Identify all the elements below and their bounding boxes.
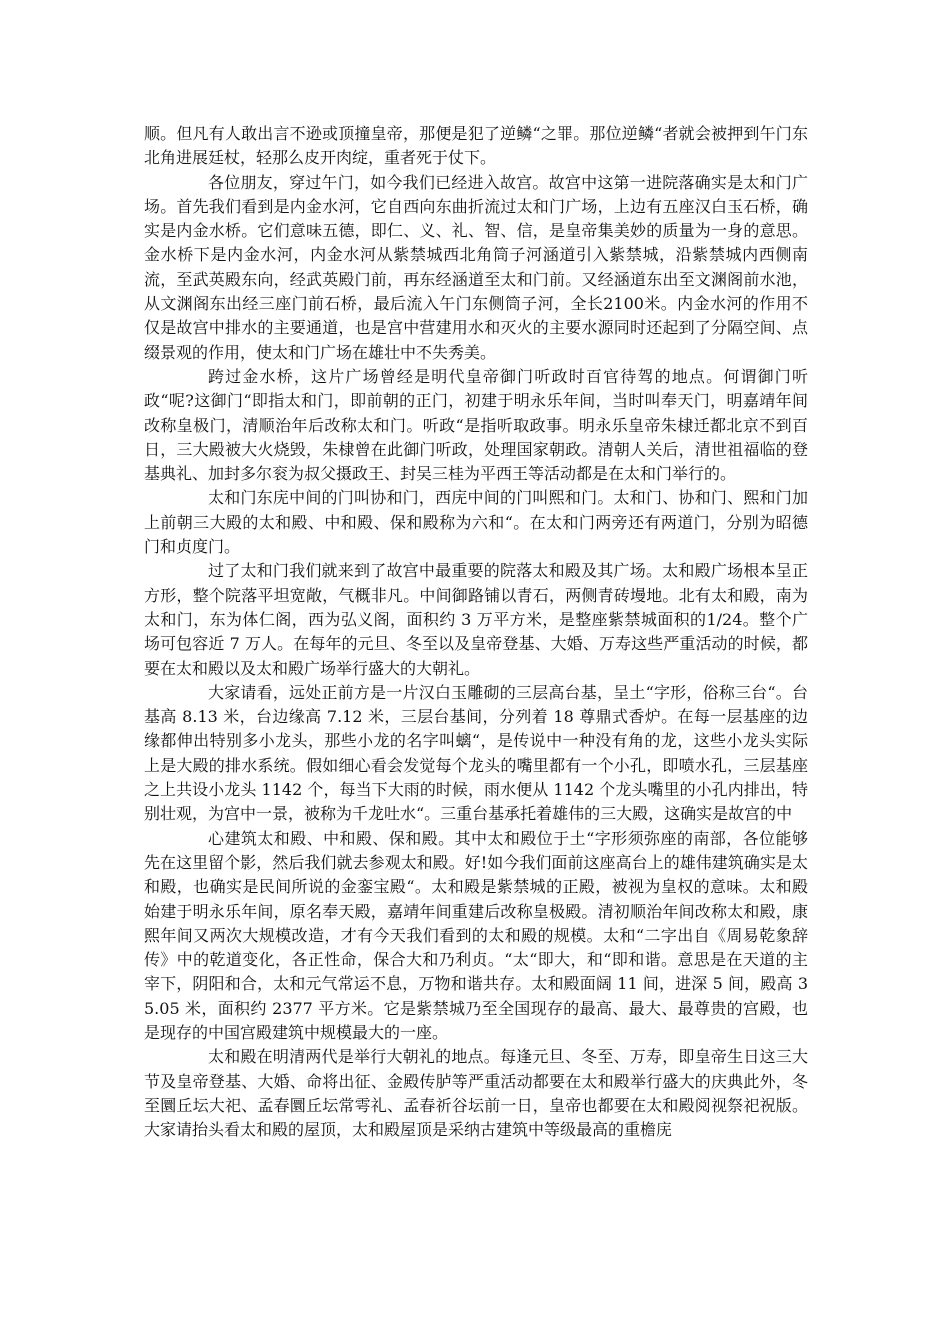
paragraph-4: 太和门东庑中间的门叫协和门，西庑中间的门叫熙和门。太和门、协和门、熙和门加上前朝三大殿的太和殿、中和殿、保和殿称为六和“。在太和门两旁还有两道门，分别为昭德门和贞度门。 <box>144 488 808 557</box>
paragraph-1: 顺。但凡有人敢出言不逊或顶撞皇帝，那便是犯了逆鳞“之罪。那位逆鳞“者就会被押到午门东北角进展廷杖，轻那么皮开肉绽，重者死于仗下。 <box>144 124 808 168</box>
document-body <box>144 122 808 1142</box>
paragraph-3: 跨过金水桥，这片广场曾经是明代皇帝御门听政时百官待驾的地点。何谓御门听政“呢?这御门“即指太和门，即前朝的正门，初建于明永乐年间，当时叫奉天门，明嘉靖年间改称皇极门，清顺治年后改称太和门。听政“是指听取政事。明永乐皇帝朱棣迁都北京不到百日，三大殿被大火烧毁，朱棣曾在此御门听政，处理国家朝政。清朝人关后，清世祖福临的登基典礼、加封多尔衮为叔父摄政王、封吴三桂为平西王等活动都是在太和门举行的。 <box>144 366 808 484</box>
paragraph-8: 太和殿在明清两代是举行大朝礼的地点。每逢元旦、冬至、万寿，即皇帝生日这三大节及皇帝登基、大婚、命将出征、金殿传胪等严重活动都要在太和殿举行盛大的庆典此外，冬至圜丘坛大祀、孟春圜丘坛常雩礼、孟春祈谷坛前一日，皇帝也都要在太和殿阅视祭祀祝版。大家请抬头看太和殿的屋顶，太和殿屋顶是采纳古建筑中等级最高的重檐庑 <box>144 1047 808 1140</box>
paragraph-7: 心建筑太和殿、中和殿、保和殿。其中太和殿位于土“字形须弥座的南部，各位能够先在这里留个影，然后我们就去参观太和殿。好!如今我们面前这座高台上的雄伟建筑确实是太和殿，也确实是民间所说的金銮宝殿“。太和殿是紫禁城的正殿，被视为皇权的意味。太和殿始建于明永乐年间，原名奉天殿，嘉靖年间重建后改称皇极殿。清初顺治年间改称太和殿，康熙年间又两次大规模改造，才有今天我们看到的太和殿的规模。太和“二字出自《周易乾象辞传》中的乾道变化，各正性命，保合大和乃利贞。“太“即大，和“即和谐。意思是在天道的主宰下，阴阳和合，太和元气常运不息，万物和谐共存。太和殿面阔 11 间，进深 5 间，殿高 35.05 米，面积约 2377 平方米。它是紫禁城乃至全国现存的最高、最大、最尊贵的宫殿，也是现存的中国宫殿建筑中规模最大的一座。 <box>144 828 808 1042</box>
paragraph-6: 大家请看，远处正前方是一片汉白玉雕砌的三层高台基，呈土“字形，俗称三台“。台基高 8.13 米，台边缘高 7.12 米，三层台基间，分列着 18 尊鼎式香炉。在每一层基座的边缘都伸出特别多小龙头，那些小龙的名字叫螭“，是传说中一种没有角的龙，这些小龙头实际上是大殿的排水系统。假如细心看会发觉每个龙头的嘴里都有一个小孔，即喷水孔，三层基座之上共设小龙头 1142 个，每当下大雨的时候，雨水便从 1142 个龙头嘴里的小孔内排出，特别壮观，为宫中一景，被称为千龙吐水“。三重台基承托着雄伟的三大殿，这确实是故宫的中 <box>144 682 808 824</box>
paragraph-2: 各位朋友，穿过午门，如今我们已经进入故宫。故宫中这第一进院落确实是太和门广场。首先我们看到是内金水河，它自西向东曲折流过太和门广场，上边有五座汉白玉石桥，确实是内金水桥。它们意味五德，即仁、义、礼、智、信，是皇帝集美妙的质量为一身的意思。金水桥下是内金水河，内金水河从紫禁城西北角筒子河涵道引入紫禁城，沿紫禁城内西侧南流，至武英殿东向，经武英殿门前，再东经涵道至太和门前。又经涵道东出至文渊阁前水池，从文渊阁东出经三座门前石桥，最后流入午门东侧筒子河，全长2100米。内金水河的作用不仅是故宫中排水的主要通道，也是宫中营建用水和灭火的主要水源同时还起到了分隔空间、点缀景观的作用，使太和门广场在雄壮中不失秀美。 <box>144 172 808 362</box>
paragraph-5: 过了太和门我们就来到了故宫中最重要的院落太和殿及其广场。太和殿广场根本呈正方形，整个院落平坦宽敞，气概非凡。中间御路铺以青石，两侧青砖墁地。北有太和殿，南为太和门，东为体仁阁，西为弘义阁，面积约 3 万平方米，是整座紫禁城面积的1/24。整个广场可包容近 7 万人。在每年的元旦、冬至以及皇帝登基、大婚、万寿这些严重活动的时候，都要在太和殿以及太和殿广场举行盛大的大朝礼。 <box>144 561 808 678</box>
